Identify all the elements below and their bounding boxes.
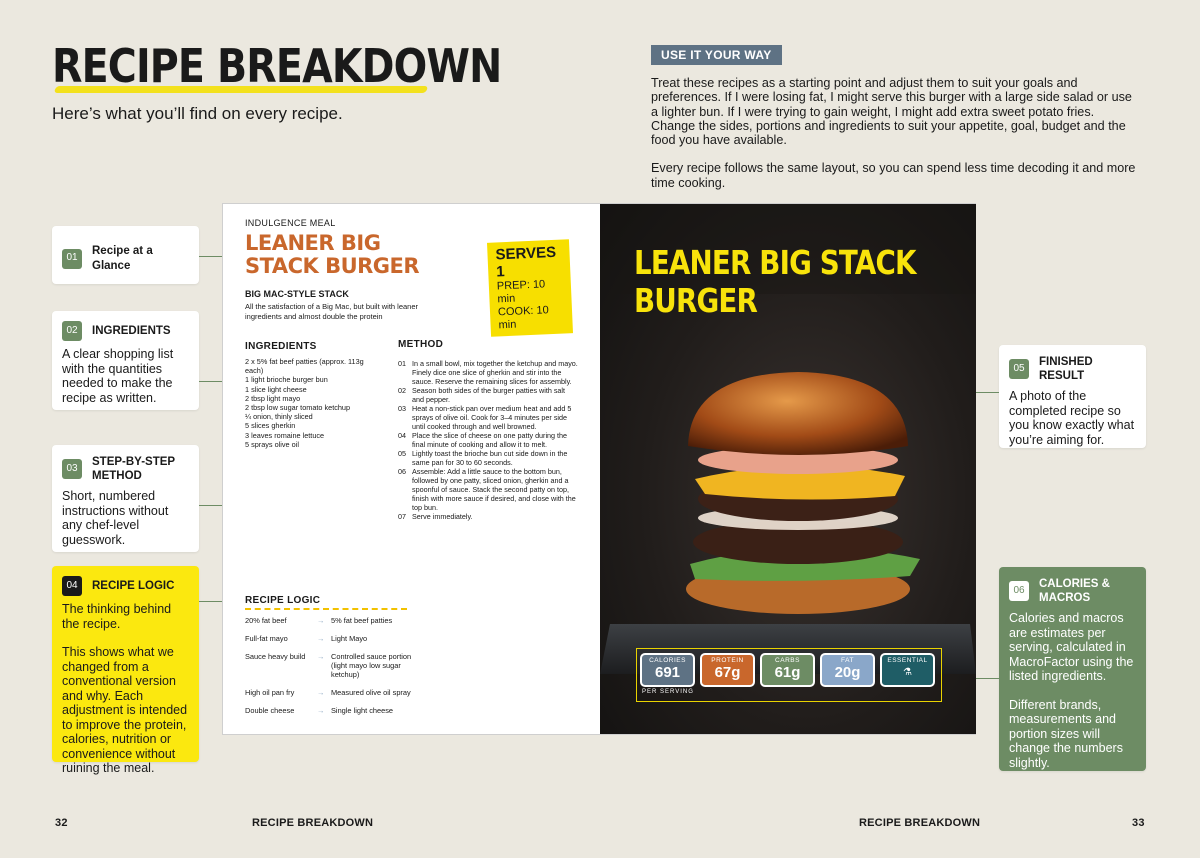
callout-title: FINISHED RESULT (1039, 356, 1093, 382)
callout-ingredients (52, 311, 199, 410)
step-text: Lightly toast the brioche bun cut side down in the same pan for 30 to 60 seconds. (412, 449, 568, 467)
cook-time: COOK: 10 min (497, 304, 549, 332)
ingredient-item: ¼ onion, thinly sliced (245, 412, 313, 422)
method-step (398, 386, 578, 404)
arrow-right-icon: → (317, 616, 325, 625)
callout-number: 05 (1009, 359, 1029, 379)
callout-header (62, 455, 189, 483)
logic-from: Full-fat mayo (245, 634, 288, 643)
step-text: Serve immediately. (412, 512, 473, 521)
arrow-right-icon: → (317, 652, 325, 661)
callout-number: 06 (1009, 581, 1029, 601)
arrow-right-icon: → (317, 688, 325, 697)
macros-panel (636, 648, 942, 702)
step-text: Heat a non-stick pan over medium heat and add 5 sprays of olive oil. Cook for 3–4 minutes per side until cooked through and well browned. (412, 404, 572, 431)
ingredients-heading: INGREDIENTS (245, 341, 317, 352)
callout-finished-result (999, 345, 1146, 448)
photo-title: LEANER BIG STACK BURGER (634, 243, 916, 320)
macro-label: FAT (841, 657, 854, 664)
method-heading: METHOD (398, 339, 444, 350)
step-text: Place the slice of cheese on one patty during the final minute of cooking and allow it to melt. (412, 431, 568, 449)
top-bun (688, 372, 908, 455)
callout-title: Recipe at a Glance (92, 245, 153, 272)
callout-body: Calories and macros are estimates per serving, calculated in MacroFactor using the listed ingredients. (1009, 611, 1134, 683)
callout-recipe-at-a-glance (52, 226, 199, 284)
footer-label-left: RECIPE BREAKDOWN (252, 817, 374, 829)
step-number: 01 (398, 359, 406, 368)
ingredient-item: 1 slice light cheese (245, 384, 307, 394)
callout-body: This shows what we changed from a conventional version and why. Each adjustment is intended to improve the protein, calories, nutrition or convenience without ruining the meal. (62, 645, 188, 775)
recipe-logic-heading: RECIPE LOGIC (245, 595, 321, 606)
method-step (398, 431, 578, 449)
callout-header (62, 321, 189, 341)
ingredient-item: 3 leaves romaine lettuce (245, 430, 325, 440)
logic-row (245, 652, 425, 679)
callout-body: Short, numbered instructions without any chef-level guesswork. (62, 489, 169, 547)
logic-row (245, 634, 425, 643)
macro-label: CALORIES (649, 657, 686, 664)
intro-text (651, 76, 1141, 204)
callout-number: 02 (62, 321, 82, 341)
intro-paragraph: Every recipe follows the same layout, so you can spend less time decoding it and more time cooking. (651, 161, 1136, 190)
arrow-right-icon: → (317, 706, 325, 715)
callout-recipe-logic (52, 566, 199, 775)
logic-from: Sauce heavy build (245, 652, 306, 661)
logic-to: Single light cheese (331, 706, 394, 715)
recipe-spread (222, 203, 976, 735)
logic-row (245, 616, 425, 625)
callout-body: The thinking behind the recipe. (62, 602, 172, 631)
page-number-right: 33 (1132, 817, 1145, 829)
macro-value: 691 (654, 664, 681, 681)
macro-value: 67g (714, 664, 741, 681)
recipe-name: LEANER BIG STACK BURGER (245, 231, 420, 278)
logic-to: Measured olive oil spray (331, 688, 411, 697)
footer-label-right: RECIPE BREAKDOWN (859, 817, 981, 829)
recipe-blurb: All the satisfaction of a Big Mac, but built with leaner ingredients and almost double the protein (245, 302, 419, 321)
ingredient-item: 2 x 5% fat beef patties (approx. 113g each) (245, 357, 364, 376)
callout-title: INGREDIENTS (92, 325, 171, 337)
ingredient-item: 2 tbsp light mayo (245, 393, 301, 403)
macro-essential (880, 653, 935, 687)
recipe-logic-table (245, 616, 425, 724)
page-subtitle: Here’s what you’ll find on every recipe. (52, 104, 343, 123)
logic-from: 20% fat beef (245, 616, 287, 625)
logic-to: Controlled sauce portion (light mayo low sugar ketchup) (331, 652, 412, 679)
callout-title: STEP-BY-STEP METHOD (92, 456, 175, 482)
macro-calories (640, 653, 695, 687)
callout-header (1009, 355, 1136, 383)
step-number: 02 (398, 386, 406, 395)
essential-icon: ⚗ (903, 667, 912, 678)
macro-value: 20g (834, 664, 861, 681)
callout-step-by-step (52, 445, 199, 552)
callout-number: 03 (62, 459, 82, 479)
logic-from: Double cheese (245, 706, 295, 715)
ingredients-list (245, 357, 375, 449)
callout-number: 04 (62, 576, 82, 596)
method-step (398, 512, 578, 521)
step-text: In a small bowl, mix together the ketchup and mayo. Finely dice one slice of gherkin and stir into the sauce. Reserve the remaining slices for assembly. (412, 359, 578, 386)
page-number-left: 32 (55, 817, 68, 829)
callout-title: CALORIES & MACROS (1039, 578, 1110, 604)
method-list (398, 359, 578, 521)
macro-value: 61g (774, 664, 801, 681)
logic-row (245, 688, 425, 697)
ingredient-item: 5 slices gherkin (245, 421, 296, 431)
callout-title: RECIPE LOGIC (92, 580, 175, 592)
callout-calories-macros (999, 567, 1146, 771)
method-step (398, 359, 578, 386)
step-number: 03 (398, 404, 406, 413)
serves-badge (487, 239, 573, 336)
callout-body: Different brands, measurements and portion sizes will change the numbers slightly. (1009, 697, 1123, 770)
macro-label: CARBS (775, 657, 800, 664)
recipe-style: BIG MAC-STYLE STACK (245, 289, 349, 299)
page-title: RECIPE BREAKDOWN (52, 39, 502, 93)
ingredient-item: 1 light brioche burger bun (245, 375, 328, 385)
per-serving-label: PER SERVING (642, 689, 694, 695)
method-step (398, 404, 578, 431)
logic-from: High oil pan fry (245, 688, 295, 697)
logic-to: Light Mayo (331, 634, 368, 643)
step-number: 04 (398, 431, 406, 440)
macro-label: PROTEIN (711, 657, 744, 664)
logic-to: 5% fat beef patties (331, 616, 393, 625)
intro-paragraph: Treat these recipes as a starting point and adjust them to suit your goals and preferences. If I were losing fat, I might serve this burger with a large side salad or use a lighter bun. If I were trying to gain weight, I might add extra sweet potato fries. Change the sides, portions and ingredients to suit your appetite, goal, budget and the food you have available. (651, 76, 1132, 148)
ingredient-item: 5 sprays olive oil (245, 439, 299, 449)
method-step (398, 449, 578, 467)
macro-protein (700, 653, 755, 687)
step-number: 07 (398, 512, 406, 521)
macros-row (640, 653, 941, 687)
method-step (398, 467, 578, 512)
use-it-your-way-tag: USE IT YOUR WAY (651, 45, 782, 65)
macro-label: ESSENTIAL (887, 657, 928, 664)
dashed-divider (245, 608, 407, 610)
macro-carbs (760, 653, 815, 687)
ingredient-item: 2 tbsp low sugar tomato ketchup (245, 403, 351, 413)
step-text: Assemble: Add a little sauce to the bottom bun, followed by one patty, sliced onion, gherkin and a spoonful of sauce. Stack the second patty on top, finish with more sauce if desired, and close with the top bun. (412, 467, 576, 512)
prep-time: PREP: 10 min (496, 278, 546, 306)
meal-type: INDULGENCE MEAL (245, 218, 336, 228)
callout-body: A clear shopping list with the quantities needed to make the recipe as written. (62, 347, 174, 405)
recipe-photo-page (600, 204, 976, 734)
macro-fat (820, 653, 875, 687)
logic-row (245, 706, 425, 715)
arrow-right-icon: → (317, 634, 325, 643)
callout-body: A photo of the completed recipe so you know exactly what you’re aiming for. (1009, 389, 1135, 447)
callout-header (1009, 577, 1136, 605)
serves-count: SERVES 1 (495, 243, 557, 281)
callout-header (62, 576, 189, 596)
step-text: Season both sides of the burger patties with salt and pepper. (412, 386, 566, 404)
step-number: 06 (398, 467, 406, 476)
callout-header (62, 244, 189, 273)
step-number: 05 (398, 449, 406, 458)
callout-number: 01 (62, 249, 82, 269)
recipe-left-page (223, 204, 600, 734)
